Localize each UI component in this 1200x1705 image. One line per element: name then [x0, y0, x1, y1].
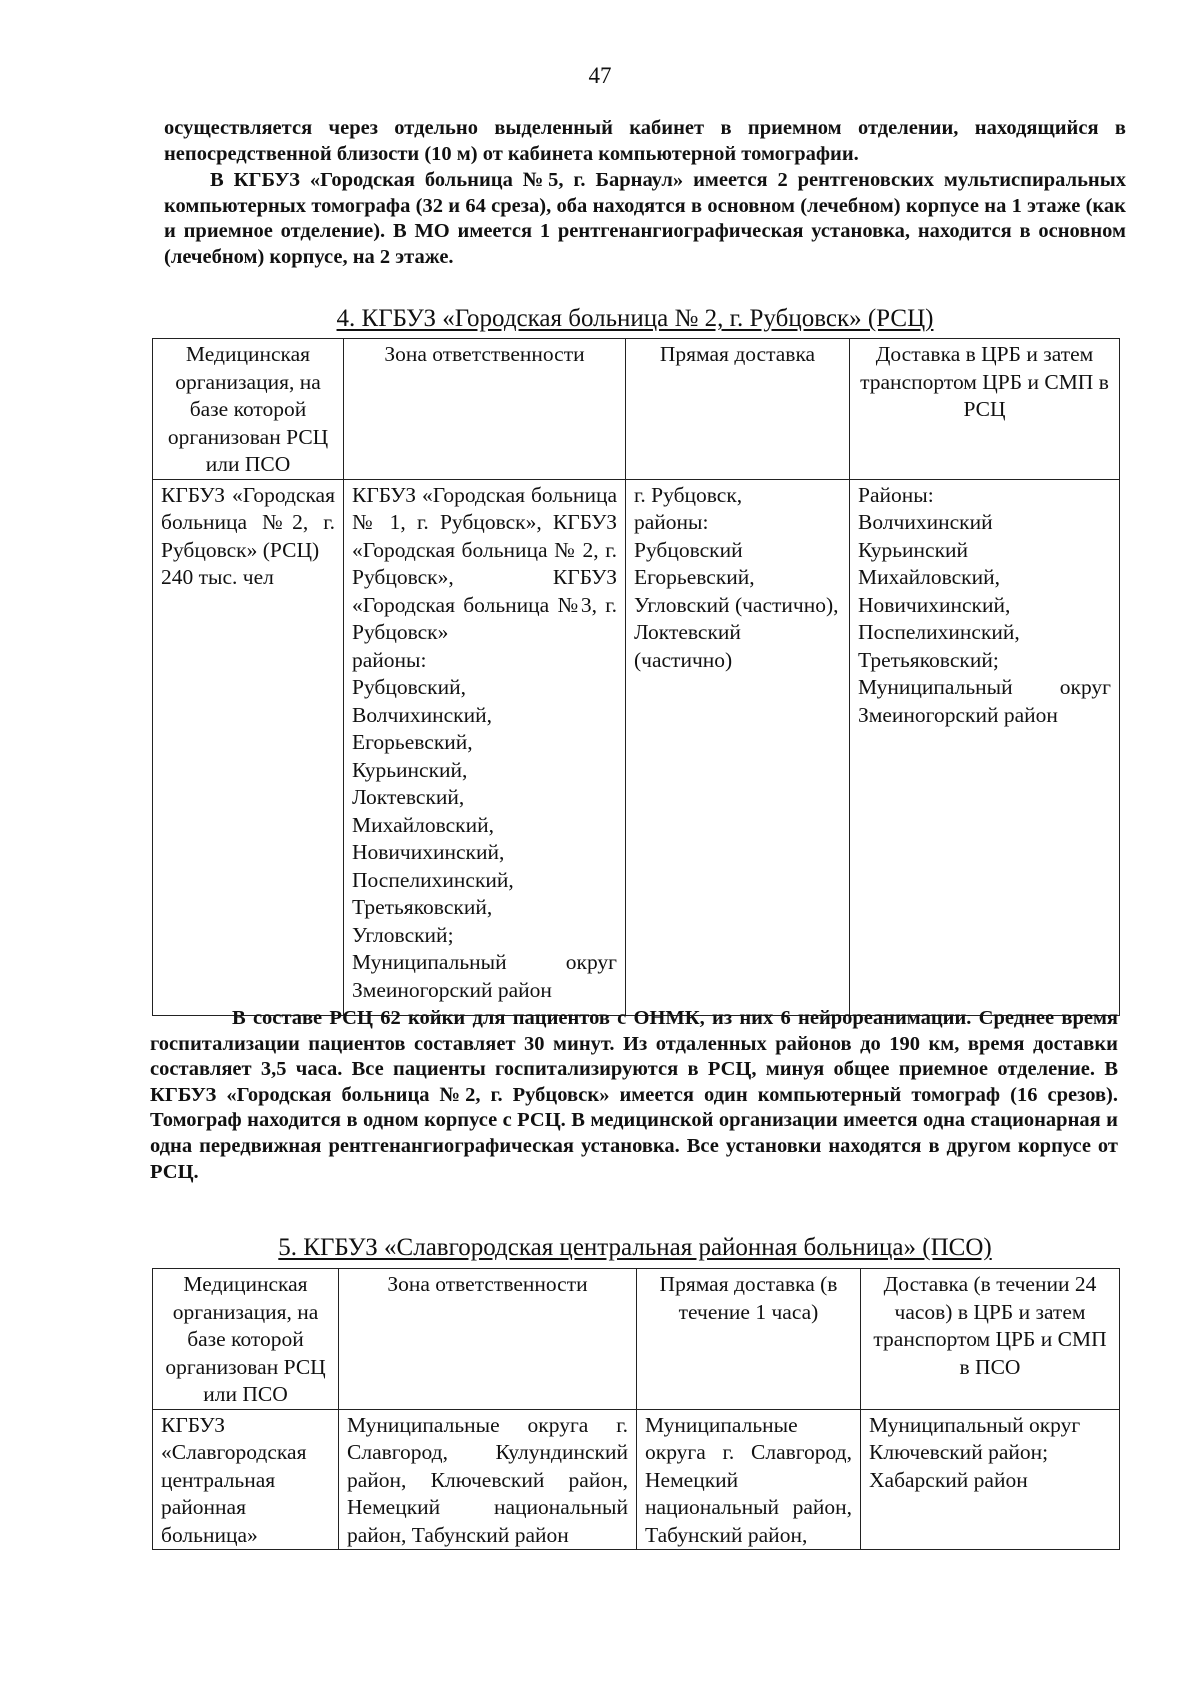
- cell-organization: КГБУЗ «Славгородская центральная районная больница»: [153, 1409, 339, 1550]
- section-4-heading: [152, 304, 1118, 334]
- section-5-title: 5. КГБУЗ «Славгородская центральная районная больница» (ПСО): [278, 1234, 992, 1261]
- section-4-title: 4. КГБУЗ «Городская больница № 2, г. Рубцовск» (РСЦ): [336, 305, 934, 332]
- header-cell-crb-delivery: Доставка (в течении 24 часов) в ЦРБ и затем транспортом ЦРБ и СМП в ПСО: [861, 1269, 1120, 1410]
- header-cell-organization: Медицинская организация, на базе которой организован РСЦ или ПСО: [153, 339, 344, 480]
- cell-responsibility-zone: Муниципальные округа г. Славгород, Кулундинский район, Ключевский район, Немецкий национальный район, Табунский район: [339, 1409, 637, 1550]
- header-cell-responsibility-zone: Зона ответственности: [344, 339, 626, 480]
- table-row: [153, 479, 1120, 1015]
- section-5-table: [152, 1268, 1120, 1550]
- header-cell-direct-delivery: Прямая доставка (в течение 1 часа): [637, 1269, 861, 1410]
- cell-crb-delivery: Муниципальный округ Ключевский район; Хабарский район: [861, 1409, 1120, 1550]
- section-4-table: [152, 338, 1120, 1016]
- table-header-row: [153, 339, 1120, 480]
- header-cell-responsibility-zone: Зона ответственности: [339, 1269, 637, 1410]
- cell-responsibility-zone: КГБУЗ «Городская больница № 1, г. Рубцовск», КГБУЗ «Городская больница № 2, г. Рубцовск», КГБУЗ «Городская больница №3, г. Рубцовск» районы: Рубцовский, Волчихинский, Егорьевский, Курьинский, Локтевский, Михайловский, Новичихинский, Поспелихинский, Третьяковский, Угловский; Муниципальный округ Змеиногорский район: [344, 479, 626, 1015]
- section-5-heading: [152, 1233, 1118, 1263]
- paragraph-hospital-5: В КГБУЗ «Городская больница №5, г. Барнаул» имеется 2 рентгеновских мультиспиральных компьютерных томографа (32 и 64 среза), оба находятся в основном (лечебном) корпусе на 1 этаже (как и приемное отделение). В МО имеется 1 рентгенангиографическая установка, находится в основном (лечебном) корпусе, на 2 этаже.: [164, 169, 1126, 268]
- cell-direct-delivery: г. Рубцовск, районы: Рубцовский Егорьевский, Угловский (частично), Локтевский (частично): [626, 479, 850, 1015]
- paragraph-cabinet: осуществляется через отдельно выделенный кабинет в приемном отделении, находящийся в непосредственной близости (10 м) от кабинета компьютерной томографии.: [164, 117, 1126, 165]
- paragraph-rsc-summary: В составе РСЦ 62 койки для пациентов с ОНМК, из них 6 нейрореанимации. Среднее время госпитализации пациентов составляет 30 минут. Из отдаленных районов до 190 км, время доставки составляет 3,5 часа. Все пациенты госпитализируются в РСЦ, минуя общее приемное отделение. В КГБУЗ «Городская больница №2, г. Рубцовск» имеется один компьютерный томограф (16 срезов). Томограф находится в одном корпусе с РСЦ. В медицинской организации имеется одна стационарная и одна передвижная рентгенангиографическая установка. Все установки находятся в другом корпусе от РСЦ.: [150, 1007, 1118, 1183]
- table-header-row: [153, 1269, 1120, 1410]
- header-cell-direct-delivery: Прямая доставка: [626, 339, 850, 480]
- table-row: [153, 1409, 1120, 1550]
- cell-crb-delivery: Районы: Волчихинский Курьинский Михайловский, Новичихинский, Поспелихинский, Третьяковский; Муниципальный округ Змеиногорский район: [850, 479, 1120, 1015]
- cell-direct-delivery: Муниципальные округа г. Славгород, Немецкий национальный район, Табунский район,: [637, 1409, 861, 1550]
- header-cell-crb-delivery: Доставка в ЦРБ и затем транспортом ЦРБ и СМП в РСЦ: [850, 339, 1120, 480]
- page-number: 47: [588, 63, 612, 88]
- cell-organization: КГБУЗ «Городская больница №2, г. Рубцовск» (РСЦ) 240 тыс. чел: [153, 479, 344, 1015]
- header-cell-organization: Медицинская организация, на базе которой организован РСЦ или ПСО: [153, 1269, 339, 1410]
